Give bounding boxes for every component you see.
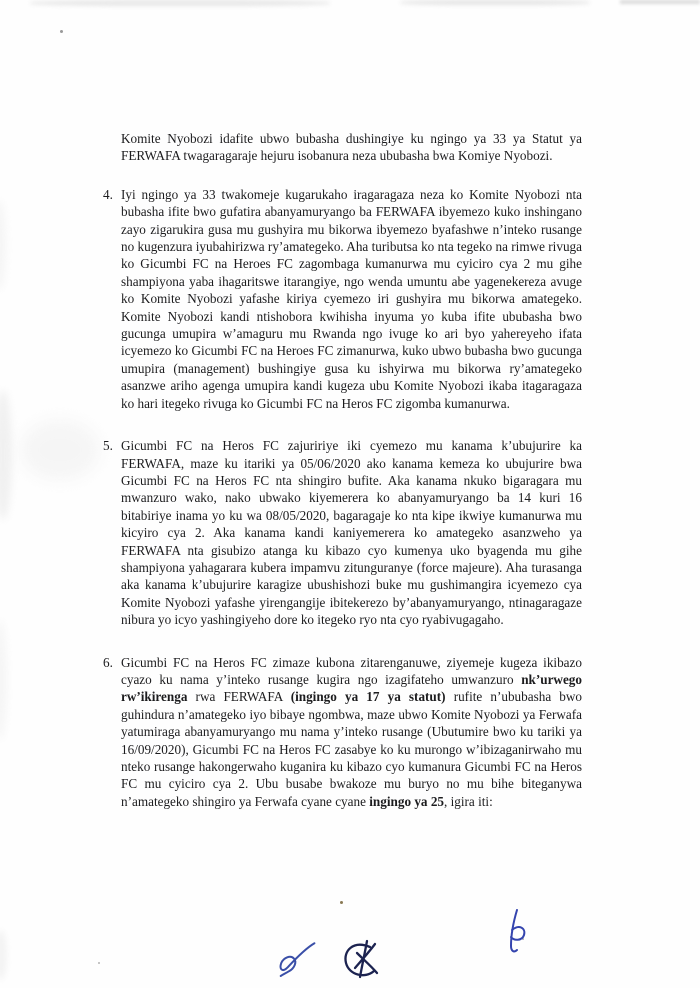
- document-body: [103, 130, 582, 810]
- scan-artifact-top-edge: [400, 0, 590, 5]
- scan-artifact-speck: [60, 30, 63, 33]
- scan-artifact-top-edge: [620, 0, 700, 4]
- scan-artifact-speck: [340, 901, 343, 904]
- scan-artifact-left-smudge: [0, 930, 7, 980]
- scan-artifact-left-smudge: [0, 390, 12, 520]
- scan-artifact-top-edge: [30, 0, 330, 6]
- scan-artifact-left-smudge: [0, 620, 7, 740]
- item-number: 4.: [103, 186, 113, 202]
- scan-artifact-smudge: [20, 420, 100, 480]
- item-number: 5.: [103, 438, 113, 454]
- list-item-6: [103, 654, 582, 811]
- item-text: Gicumbi FC na Heros FC zajuririye iki cyemezo mu kanama k’ubujurire ka FERWAFA, maze ku itariki ya 05/06/2020 ako kanama kemeza ko ubujurire bwa Gicumbi FC na Heros FC nta shingiro bufite. Aka kanama nkuko bigaragara mu mwanzuro wako, nako ubwako kiyemerera ko abanyamuryango ba 14 kuri 16 bitabiriye inama yo ku wa 08/05/2020, bagaragaje ko nta kipe ikwiye kumanurwa mu kicyiro cya 2. Aka kanama kandi kaniyemerera ko amategeko asanzweho ya FERWAFA nta gisubizo atanga ku kibazo cyo kumenya uko byagenda mu gihe shampiyona yahagarara kubera impamvu zitunguranye (force majeure). Aha turasanga aka kanama k’ubujurire karagize ubushishozi buke mu gushimangira icyemezo cya Komite Nyobozi yafashe yirengangije ibitekerezo by’abanyamuryango, ntinagaragaze nibura yo icyo yashingiyeho dore ko itegeko ryo nta cyo ryabivugagaho.: [121, 438, 582, 628]
- item-text: Gicumbi FC na Heros FC zimaze kubona zitarenganuwe, ziyemeje kugeza ikibazo cyazo ku nama y’inteko rusange kugira ngo izagifateho umwanzuro nk’urwego rw’ikirenga rwa FERWAFA (ingingo ya 17 ya statut) rufite n’ububasha bwo guhindura n’amategeko iyo bibaye ngombwa, maze ubwo Komite Nyobozi ya Ferwafa yatumiraga abanyamuryango mu nama y’inteko rusange (Ubutumire bwo ku tariki ya 16/09/2020), Gicumbi FC na Heros FC zasabye ko ku murongo w’ibizaganirwaho mu nteko rusange hakongerwaho kuganira ku kibazo cyo kumanura Gicumbi FC na Heros FC mu cyiciro cya 2. Ubu busabe bwakoze mu buryo no mu bihe biteganywa n’amategeko shingiro ya Ferwafa cyane cyane ingingo ya 25, igira iti:: [121, 654, 583, 809]
- handwritten-signature-left-icon: [274, 938, 324, 981]
- list-item-5: [103, 437, 582, 628]
- scan-artifact-left-smudge: [0, 200, 6, 290]
- intro-paragraph: Komite Nyobozi idafite ubwo bubasha dushingiye ku ngingo ya 33 ya Statut ya FERWAFA twagaragaraje hejuru isobanura neza ububasha bwa Komiye Nyobozi.: [121, 131, 582, 164]
- item-number: 6.: [103, 654, 113, 670]
- item-text: Iyi ngingo ya 33 twakomeje kugarukaho iragaragaza neza ko Komite Nyobozi nta bubasha ifite bwo gufatira abanyamuryango ba FERWAFA ibyemezo kuko inshingano zayo zigarukira gusa mu gushyira mu bikorwa ibyemezo byafashwe n’inteko rusange no kugenzura iyubahirizwa ry’amategeko. Aha tuributsa ko nta tegeko na rimwe rivuga ko Gicumbi FC na Heroes FC zagombaga kumanurwa mu cyiciro cya 2 mu gihe shampiyona yaba ihagaritswe itarangiye, ngo wenda umuntu abe yagenekereza avuge ko Komite Nyobozi yafashe kiriya cyemezo iri gushyira mu bikorwa amategeko. Komite Nyobozi kandi ntishobora kwihisha inyuma yo kuba ifite ububasha bwo gucunga umupira w’amaguru mu Rwanda ngo ivuge ko ari byo yahereyeho ifata icyemezo ko Gicumbi FC na Heroes FC zimanurwa, kuko ubwo bubasha bwo gucunga umupira (management) bushingiye gusa ku ishyirwa mu bikorwa ry’amategeko asanzwe ariho agenga umupira kandi kugeza ubu Komite Nyobozi ikaba itagaragaza ko hari itegeko rivuga ko Gicumbi FC na Heros FC zigomba kumanurwa.: [121, 186, 582, 411]
- scan-artifact-speck: [98, 962, 100, 964]
- list-item-4: [103, 186, 582, 412]
- handwritten-signature-middle-icon: [340, 938, 386, 982]
- handwritten-signature-right-icon: [498, 906, 534, 958]
